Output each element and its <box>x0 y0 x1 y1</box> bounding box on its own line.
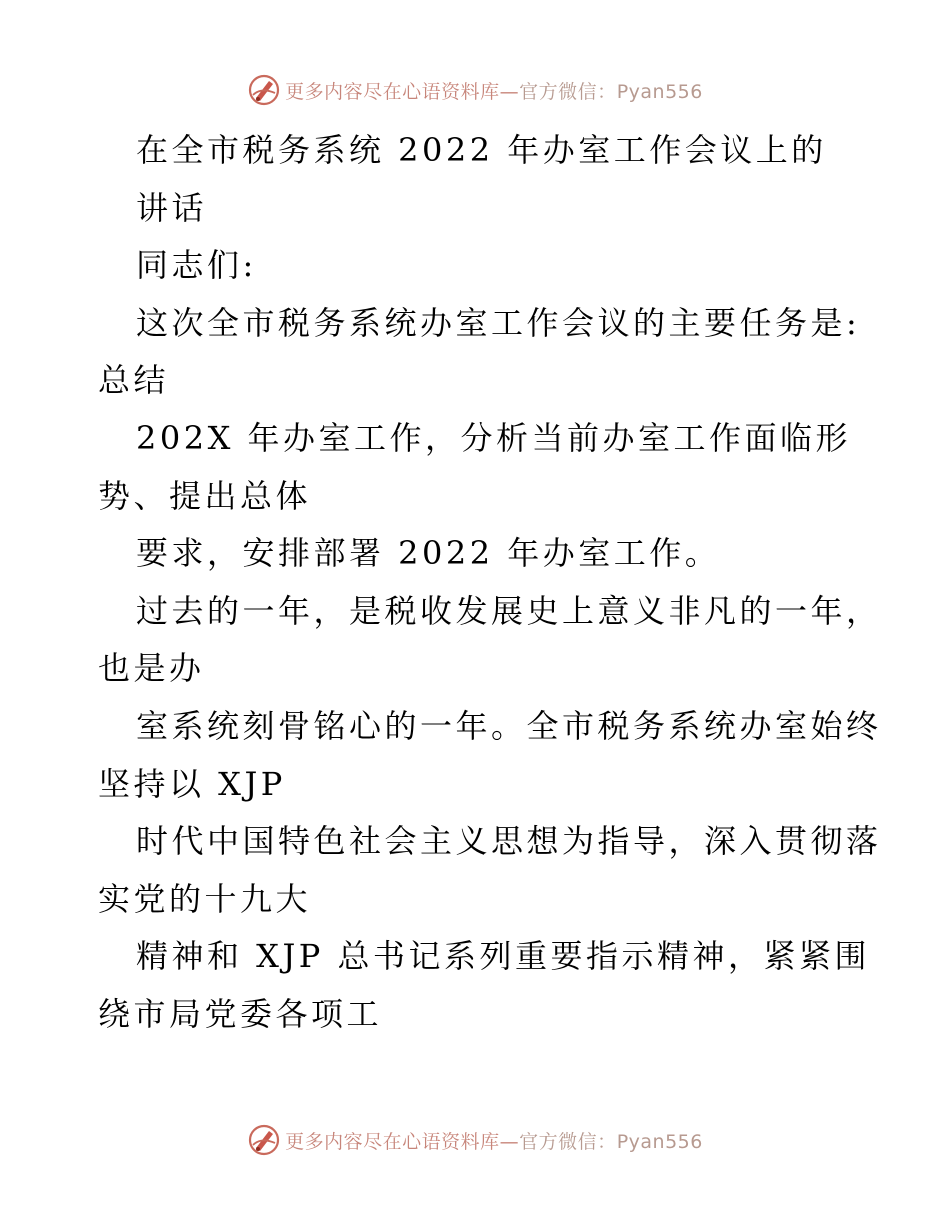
watermark-wechat-label: 官方微信： <box>519 80 617 103</box>
watermark-wechat-label: 官方微信： <box>519 1130 617 1153</box>
watermark-site: 更多内容尽在心语资料库— <box>285 1130 520 1153</box>
paragraph-line: 绕市局党委各项工 <box>98 994 383 1033</box>
paragraph-line: 精神和 XJP 总书记系列重要指示精神，紧紧围 <box>136 937 870 976</box>
header-watermark <box>0 72 950 108</box>
pen-logo-icon <box>247 1123 281 1157</box>
pen-logo-icon <box>247 73 281 107</box>
title-line-2: 讲话 <box>136 188 208 227</box>
paragraph-line: 202X 年办室工作，分析当前办室工作面临形 <box>136 418 852 457</box>
watermark-text <box>285 1127 703 1154</box>
paragraph-line: 过去的一年，是税收发展史上意义非凡的一年， <box>136 591 882 630</box>
salutation: 同志们: <box>136 246 257 285</box>
document-body <box>98 122 882 1044</box>
paragraph-line: 这次全市税务系统办室工作会议的主要任务是: <box>136 303 861 342</box>
paragraph-line: 时代中国特色社会主义思想为指导，深入贯彻落 <box>136 822 882 861</box>
title-line-1: 在全市税务系统 2022 年办室工作会议上的 <box>136 131 827 169</box>
paragraph-line: 坚持以 XJP <box>98 764 286 803</box>
paragraph-line: 势、提出总体 <box>98 476 312 515</box>
watermark-site: 更多内容尽在心语资料库— <box>285 80 520 103</box>
watermark-wechat-id: Pyan556 <box>616 1130 703 1153</box>
paragraph-line: 实党的十九大 <box>98 879 312 918</box>
paragraph-line: 要求，安排部署 2022 年办室工作。 <box>136 534 721 573</box>
paragraph-line: 室系统刻骨铭心的一年。全市税务系统办室始终 <box>136 706 882 745</box>
footer-watermark <box>0 1122 950 1158</box>
paragraph-line: 也是办 <box>98 649 205 688</box>
watermark-text <box>285 77 703 104</box>
paragraph-line: 总结 <box>98 361 170 400</box>
watermark-wechat-id: Pyan556 <box>616 80 703 103</box>
